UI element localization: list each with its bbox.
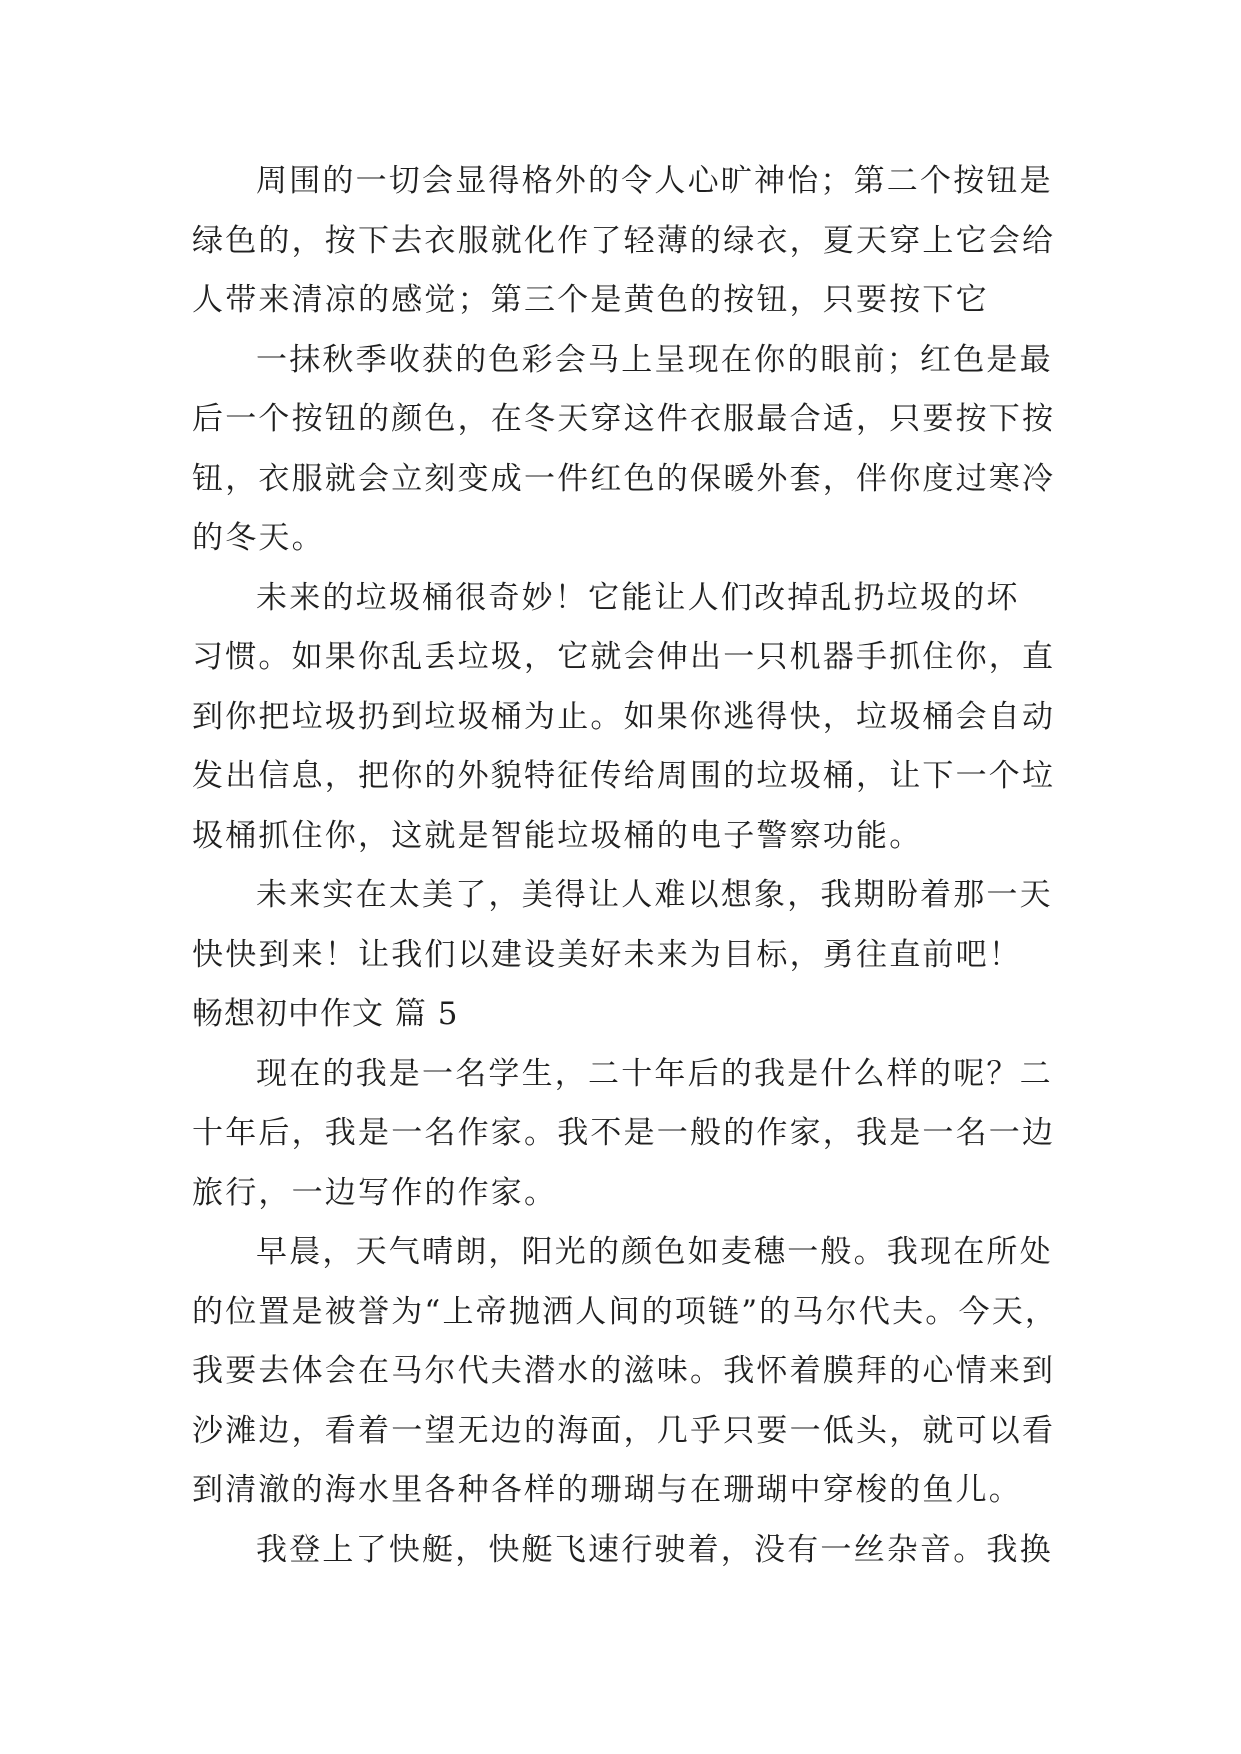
text-line: 早晨，天气晴朗，阳光的颜色如麦穗一般。我现在所处 [256, 1234, 1053, 1270]
text-line: 现在的我是一名学生，二十年后的我是什么样的呢？二 [256, 1055, 1053, 1092]
document-body [192, 152, 1059, 1580]
text-line: 习惯。如果你乱丢垃圾，它就会伸出一只机器手抓住你，直 [192, 639, 1056, 675]
text-line: 到清澈的海水里各种各样的珊瑚与在珊瑚中穿梭的鱼儿。 [192, 1472, 1022, 1508]
text-line: 绿色的，按下去衣服就化作了轻薄的绿衣，夏天穿上它会给 [192, 222, 1056, 259]
text-line: 人带来清凉的感觉；第三个是黄色的按钮，只要按下它 [192, 282, 989, 318]
text-line: 未来实在太美了，美得让人难以想象，我期盼着那一天 [256, 877, 1053, 913]
text-line: 的位置是被誉为“上帝抛洒人间的项链”的马尔代夫。今天， [192, 1293, 1059, 1330]
text-line: 沙滩边，看着一望无边的海面，几乎只要一低头，就可以看 [192, 1412, 1056, 1449]
text-line: 发出信息，把你的外貌特征传给周围的垃圾桶，让下一个垃 [192, 758, 1056, 794]
text-line: 快快到来！让我们以建设美好未来为目标，勇往直前吧！ [192, 936, 1022, 973]
text-line: 十年后，我是一名作家。我不是一般的作家，我是一名一边 [192, 1115, 1056, 1151]
text-line: 周围的一切会显得格外的令人心旷神怡；第二个按钮是 [256, 163, 1053, 199]
text-line: 到你把垃圾扔到垃圾桶为止。如果你逃得快，垃圾桶会自动 [192, 698, 1056, 735]
text-line: 圾桶抓住你，这就是智能垃圾桶的电子警察功能。 [192, 817, 923, 854]
text-line: 钮，衣服就会立刻变成一件红色的保暖外套，伴你度过寒冷 [192, 460, 1056, 497]
text-line: 我登上了快艇，快艇飞速行驶着，没有一丝杂音。我换 [256, 1531, 1053, 1568]
text-line: 的冬天。 [192, 520, 325, 556]
text-line: 旅行，一边写作的作家。 [192, 1174, 558, 1211]
text-line: 未来的垃圾桶很奇妙！它能让人们改掉乱扔垃圾的坏 [256, 579, 1020, 616]
text-line: 后一个按钮的颜色，在冬天穿这件衣服最合适，只要按下按 [192, 401, 1056, 437]
text-line: 我要去体会在马尔代夫潜水的滋味。我怀着膜拜的心情来到 [192, 1353, 1056, 1389]
text-line: 一抹秋季收获的色彩会马上呈现在你的眼前；红色是最 [256, 341, 1053, 378]
section-heading: 畅想初中作文 篇 5 [192, 996, 459, 1032]
